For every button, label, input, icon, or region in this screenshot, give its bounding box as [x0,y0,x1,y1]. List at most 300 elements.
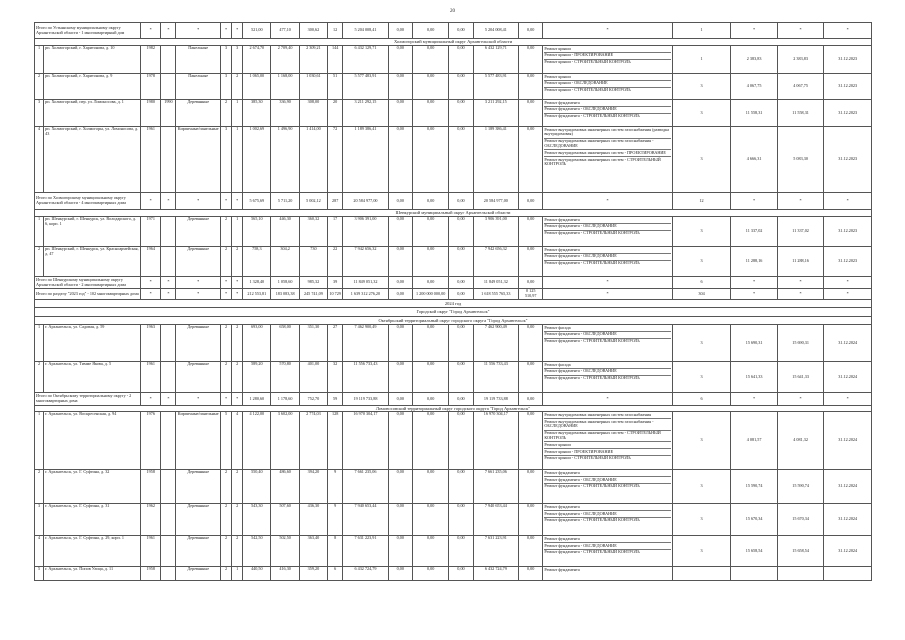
work-item: Ремонт внутридомовых инженерных систем - СТРОИТЕЛЬНЫЙ КОНТРОЛЬ [544,431,670,443]
work-item: Ремонт крыши - СТРОИТЕЛЬНЫЙ КОНТРОЛЬ [544,87,631,93]
work-item: Ремонт фундамента [544,566,580,572]
row-cell: 11 288,16 [731,247,778,277]
works-list [543,247,672,277]
row-cell: рп. Холмогорский, г. Харитонова, д. 10 [44,46,141,74]
total-cell: 59 [328,393,343,406]
total-cell: * [824,193,872,210]
row-cell: 2 [232,536,243,567]
work-item: Ремонт фундамента - СТРОИТЕЛЬНЫЙ КОНТРОЛЬ [544,549,640,555]
row-cell: 0,00 [388,247,412,277]
works-list [543,504,672,536]
total-cell: * [777,193,824,210]
row-cell: 6 432 724,79 [473,567,518,581]
work-item: Ремонт фундамента - ОБСЛЕДОВАНИЕ [544,369,670,376]
row-cell [161,127,176,193]
total-cell: 1 178,60 [271,393,299,406]
row-cell: 3 211 292,15 [343,100,388,127]
total-cell: 0,00 [519,393,543,406]
row-cell: 6 432 724,79 [343,567,388,581]
row-cell: 11 337,02 [731,217,778,247]
section-title: 2024 год [35,300,872,308]
row-cell: 1990 [161,100,176,127]
total-cell: * [543,23,672,39]
row-cell: 401,00 [299,362,327,393]
row-cell: 336,90 [271,100,299,127]
total-cell: * [731,193,778,210]
total-cell: 0,00 [412,393,448,406]
row-cell: 3 [672,247,731,277]
row-cell: 2 [232,247,243,277]
row-cell: 2 309,21 [299,46,327,74]
table-row [35,325,872,362]
row-cell: г. Архангельск, ул. Попов Улица, д. 11 [44,567,141,581]
total-cell: 985,32 [299,277,327,289]
row-cell: 7 942 656,32 [473,247,518,277]
total-cell: 0,00 [449,277,473,289]
total-cell: 19 119 733,88 [473,393,518,406]
section-row [35,300,872,308]
row-cell: 2 [232,470,243,504]
row-cell: 11 337,02 [777,217,824,247]
works-list [543,412,672,470]
row-cell: 16 970 304,17 [343,412,388,470]
total-cell: * [543,193,672,210]
row-cell: 502,50 [271,536,299,567]
work-item: Ремонт внутридомовых инженерных систем газоснабжения - ОБСЛЕДОВАНИЕ [544,139,670,151]
total-label: Итого по Октябрьскому территориальному округу - 2 многоквартирных дома [35,393,141,406]
row-cell: 15 690,31 [777,325,824,362]
row-cell: 3 [220,127,231,193]
total-cell: 477,10 [271,23,299,39]
row-cell: 11 288,16 [777,247,824,277]
total-cell: * [824,393,872,406]
total-cell: * [777,277,824,289]
row-cell: 507,60 [271,504,299,536]
row-cell: 565,10 [243,217,271,247]
row-cell: 20 [328,100,343,127]
total-cell: * [141,23,161,39]
row-cell: 0,00 [412,325,448,362]
row-cell: 4 081,57 [731,412,778,470]
row-cell: 1 [232,217,243,247]
total-label: Итого по разделу "2023 год" - 102 многоквартирных дома [35,289,141,300]
table-row [35,127,872,193]
row-cell: 4 122,00 [243,412,271,470]
row-cell: 3 [672,362,731,393]
row-cell: 0,00 [388,46,412,74]
works-list [543,46,672,74]
row-cell: 31.12.2023 [824,217,872,247]
row-cell [161,46,176,74]
work-item: Ремонт внутридомовых инженерных систем - ПРОЕКТИРОВАНИЕ [544,150,670,157]
total-cell: * [161,23,176,39]
row-cell: 0,00 [519,412,543,470]
row-cell: 16 970 304,17 [473,412,518,470]
total-cell: 5 204 008,41 [473,23,518,39]
row-cell [161,504,176,536]
total-cell: * [161,393,176,406]
row-cell: 1963 [141,325,161,362]
works-list [543,567,672,581]
row-cell: 27 [328,325,343,362]
work-item: Ремонт фундамента - ОБСЛЕДОВАНИЕ [544,224,670,231]
row-cell: 1961 [141,536,161,567]
row-cell: рп. Холмогорский, пер. ул. Ломоносова, д. 1 [44,100,141,127]
work-item: Ремонт фундамента [544,247,670,254]
row-cell: 4 081,32 [777,412,824,470]
work-item: Ремонт фундамента [544,504,670,511]
section-title: Шенкурский муниципальный округ Архангельской области [35,210,872,217]
row-cell: 4 [232,412,243,470]
total-cell: * [731,23,778,39]
row-cell: 0,00 [449,362,473,393]
row-cell: 7 462 900,49 [343,325,388,362]
row-cell [731,567,778,581]
row-cell: 1 030,61 [299,74,327,100]
total-cell: 0 125 510,97 [519,289,543,300]
row-cell: 3 [672,100,731,127]
row-cell: 0,00 [519,470,543,504]
total-cell: * [824,289,872,300]
row-cell: 2 [220,567,231,581]
row-cell: 0,00 [519,127,543,193]
row-cell: 363,40 [299,536,327,567]
row-cell: 0,00 [519,567,543,581]
work-item: Ремонт фасада [544,362,670,369]
total-cell: 12 [328,23,343,39]
row-cell: Деревянные [176,325,220,362]
table-row [35,217,872,247]
total-cell: 1 328,40 [243,277,271,289]
row-cell: 0,00 [412,247,448,277]
total-cell: * [824,23,872,39]
row-cell: 6 [328,567,343,581]
row-cell [161,247,176,277]
total-cell: * [141,289,161,300]
work-item: Ремонт внутридомовых инженерных систем - СТРОИТЕЛЬНЫЙ КОНТРОЛЬ [544,156,661,167]
work-item: Ремонт фундамента - СТРОИТЕЛЬНЫЙ КОНТРОЛЬ [544,483,640,489]
row-cell: 11 556 733,43 [473,362,518,393]
row-cell: 72 [328,127,343,193]
total-cell: * [731,393,778,406]
total-cell: * [543,277,672,289]
row-cell: 6 432 129,71 [473,46,518,74]
row-cell: 9 [328,504,343,536]
total-cell: * [824,277,872,289]
row-cell: г. Архангельск, ул. Тимме Якова, д. 5 [44,362,141,393]
row-cell: 0,00 [449,46,473,74]
row-cell: 15 641,33 [731,362,778,393]
total-cell: 0,00 [519,277,543,289]
row-cell: 0,00 [388,127,412,193]
total-cell: * [176,193,220,210]
row-cell: 0,00 [388,217,412,247]
row-cell: 128 [328,412,343,470]
row-cell: 3 [672,74,731,100]
works-list [543,217,672,247]
row-cell: 3 906 391,00 [473,217,518,247]
work-item: Ремонт внутридомовых инженерных систем газоснабжения (разводка внутридомовая) [544,127,670,139]
row-cell: 308,00 [299,100,327,127]
row-cell: 0,00 [388,74,412,100]
work-item: Ремонт крыши [544,74,670,81]
row-cell: 0,00 [519,362,543,393]
row-cell: г. Архангельск, ул. Воскресенская, д. 94 [44,412,141,470]
row-cell: 394,20 [299,470,327,504]
row-cell: 7 631 223,91 [473,536,518,567]
row-cell: 0,00 [412,127,448,193]
total-cell: * [220,23,231,39]
row-cell: рп. Шенкурский, г. Шенкурск, ул. Володарского, д. 6, корп. 1 [44,217,141,247]
row-cell: 5 [35,567,44,581]
total-cell: 6 [672,277,731,289]
total-cell: 5 204 008,41 [343,23,388,39]
row-cell: 7 942 656,32 [343,247,388,277]
row-cell: 3 [35,100,44,127]
work-item: Ремонт фундамента - СТРОИТЕЛЬНЫЙ КОНТРОЛЬ [544,260,640,266]
row-cell: г. Архангельск, ул. Г. Суфтина, д. 29, корп. 1 [44,536,141,567]
row-cell: 0,00 [412,536,448,567]
total-cell: 300,62 [299,23,327,39]
total-cell: * [232,23,243,39]
row-cell: 7 661 235,06 [343,470,388,504]
row-cell: 31.12.2024 [824,470,872,504]
row-cell: 5 577 483,91 [473,74,518,100]
row-cell: 1 [35,46,44,74]
total-cell: * [220,393,231,406]
row-cell: Панельные [176,74,220,100]
page-number: 20 [450,9,455,14]
row-cell: 1 [672,46,731,74]
row-cell: 0,00 [412,504,448,536]
total-cell: 0,00 [449,289,473,300]
total-cell: 0,00 [519,193,543,210]
row-cell: г. Архангельск, ул. Г. Суфтина, д. 31 [44,504,141,536]
row-cell: 440,50 [243,567,271,581]
row-cell: 4 666,31 [731,127,778,193]
row-cell: 2 [35,362,44,393]
work-item: Ремонт фундамента - ОБСЛЕДОВАНИЕ [544,477,670,484]
row-cell: 1 [35,325,44,362]
row-cell: г. Архангельск, ул. Г. Суфтина, д. 32 [44,470,141,504]
row-cell: 2 [220,362,231,393]
row-cell: 0,00 [519,504,543,536]
row-cell: Кирпичные/панельные [176,127,220,193]
row-cell: 1962 [141,504,161,536]
table-row [35,504,872,536]
total-row [35,193,872,210]
section-row [35,39,872,46]
total-cell: 1 618 555 765,33 [473,289,518,300]
row-cell: 3 [220,74,231,100]
section-row [35,317,872,325]
total-cell: 287 [328,193,343,210]
row-cell: 4 067,75 [731,74,778,100]
total-cell: 0,00 [449,23,473,39]
row-cell: 0,00 [449,127,473,193]
row-cell: 0,00 [449,74,473,100]
row-cell: 0,00 [519,217,543,247]
total-cell: * [220,289,231,300]
total-cell: * [161,289,176,300]
total-cell: 20 584 977,00 [473,193,518,210]
total-cell: 11 849 051,32 [343,277,388,289]
total-cell: 0,00 [412,193,448,210]
row-cell: 2 [232,504,243,536]
row-cell: 2 [232,74,243,100]
total-cell: * [777,289,824,300]
row-cell: 4 [35,536,44,567]
total-cell: * [777,23,824,39]
works-list [543,362,672,393]
row-cell: Деревянные [176,504,220,536]
total-cell: 183 083,38 [271,289,299,300]
row-cell: 1976 [141,412,161,470]
row-cell: 11 556 733,43 [343,362,388,393]
total-cell: 19 119 733,88 [343,393,388,406]
row-cell: 3 [672,470,731,504]
row-cell: 2 674,70 [243,46,271,74]
row-cell: 1958 [141,567,161,581]
row-cell: 144 [328,46,343,74]
work-item: Ремонт фундамента - ОБСЛЕДОВАНИЕ [544,511,670,518]
total-cell: 6 [672,393,731,406]
total-cell: * [232,193,243,210]
row-cell: 730 [299,247,327,277]
row-cell: 0,00 [449,412,473,470]
row-cell: 31.12.2023 [824,74,872,100]
row-cell: 1 189 386,41 [473,127,518,193]
row-cell: 0,00 [519,325,543,362]
row-cell: 6 432 129,71 [343,46,388,74]
row-cell: 31.12.2023 [824,100,872,127]
total-cell: 521,00 [243,23,271,39]
total-cell: * [543,393,672,406]
row-cell: 0,00 [388,325,412,362]
row-cell: 11 558,31 [731,100,778,127]
row-cell: 0,00 [388,470,412,504]
work-item: Ремонт фундамента - СТРОИТЕЛЬНЫЙ КОНТРОЛЬ [544,517,640,523]
total-cell: * [220,277,231,289]
work-item: Ремонт внутридомовых инженерных систем газоснабжения [544,412,670,419]
row-cell: 2 [220,217,231,247]
total-cell: 11 849 051,32 [473,277,518,289]
row-cell: 3 [220,46,231,74]
row-cell: 0,00 [449,470,473,504]
row-cell: 2 [35,470,44,504]
section-title: Городской округ "Город Архангельск" [35,308,872,317]
row-cell: 304,2 [271,247,299,277]
row-cell: 1 168,00 [271,74,299,100]
row-cell: Кирпичные/панельные [176,412,220,470]
total-cell: 0,00 [388,393,412,406]
row-cell: 31.12.2023 [824,46,872,74]
total-cell: * [176,23,220,39]
total-label: Итого по Устьянскому муниципальному округу Архангельской области - 1 многоквартирный дом [35,23,141,39]
row-cell: 359,20 [299,567,327,581]
row-cell: 0,00 [519,536,543,567]
table-row [35,46,872,74]
row-cell: 2 [232,325,243,362]
row-cell: Деревянные [176,100,220,127]
total-cell: 5 675,69 [243,193,271,210]
section-title: Октябрьский территориальный округ городского округа "Город Архангельск" [35,317,872,325]
row-cell: 0,00 [519,100,543,127]
work-item: Ремонт крыши [544,442,670,449]
work-item: Ремонт фундамента - ОБСЛЕДОВАНИЕ [544,332,670,339]
section-title: Холмогорский муниципальный округ Архангельской области [35,39,872,46]
row-cell: 0,00 [388,100,412,127]
row-cell: 7 661 235,06 [473,470,518,504]
total-cell: 0,00 [412,277,448,289]
row-cell: 0,00 [388,504,412,536]
row-cell: 8 [328,536,343,567]
total-cell: 1 [672,23,731,39]
row-cell: 1961 [141,127,161,193]
table-row [35,100,872,127]
total-row [35,289,872,300]
work-item: Ремонт фундамента - ОБСЛЕДОВАНИЕ [544,107,670,114]
row-cell: 15 670,34 [777,504,824,536]
total-cell: * [141,277,161,289]
row-cell: 31.12.2024 [824,362,872,393]
row-cell [161,217,176,247]
row-cell: рп. Холмогорский, г. Харитонова, д. 9 [44,74,141,100]
row-cell: 758,3 [243,247,271,277]
row-cell [161,74,176,100]
row-cell: 5 083,30 [777,127,824,193]
work-item: Ремонт крыши - ПРОЕКТИРОВАНИЕ [544,53,670,60]
row-cell: 0,00 [388,412,412,470]
row-cell: 3 [232,46,243,74]
work-item: Ремонт крыши - ОБСЛЕДОВАНИЕ [544,81,670,88]
row-cell: 0,00 [412,567,448,581]
row-cell: 2 [220,504,231,536]
total-cell: 1 639 312 276,20 [343,289,388,300]
row-cell: 2 [220,470,231,504]
work-item: Ремонт фундамента [544,536,670,543]
row-cell: 31.12.2024 [824,536,872,567]
row-cell: 1 496,90 [271,127,299,193]
row-cell: 22 [328,247,343,277]
row-cell: 2 [35,247,44,277]
work-item: Ремонт крыши - СТРОИТЕЛЬНЫЙ КОНТРОЛЬ [544,59,631,65]
works-list [543,100,672,127]
total-cell: 39 [328,277,343,289]
row-cell: 543,30 [243,504,271,536]
row-cell: 51 [328,74,343,100]
row-cell: 5 577 483,91 [343,74,388,100]
total-row [35,393,872,406]
row-cell: 0,00 [449,567,473,581]
total-cell: 5 711,20 [271,193,299,210]
row-cell: Деревянные [176,470,220,504]
row-cell: 0,00 [449,217,473,247]
row-cell: 1 [232,127,243,193]
table-row [35,74,872,100]
total-row [35,277,872,289]
total-cell: * [161,193,176,210]
total-label: Итого по Шенкурскому муниципальному округу Архангельской области - 2 многоквартирных дома [35,277,141,289]
total-label: Итого по Холмогорскому муниципальному округу Архангельской области - 4 многоквартирных дома [35,193,141,210]
total-cell: 1 200 000 000,00 [412,289,448,300]
row-cell: 15 590,74 [777,470,824,504]
total-cell: 10 729 [328,289,343,300]
work-item: Ремонт фундамента - СТРОИТЕЛЬНЫЙ КОНТРОЛЬ [544,375,640,381]
row-cell: 1 [35,412,44,470]
row-cell: 0,00 [412,100,448,127]
row-cell: 31.12.2023 [824,127,872,193]
